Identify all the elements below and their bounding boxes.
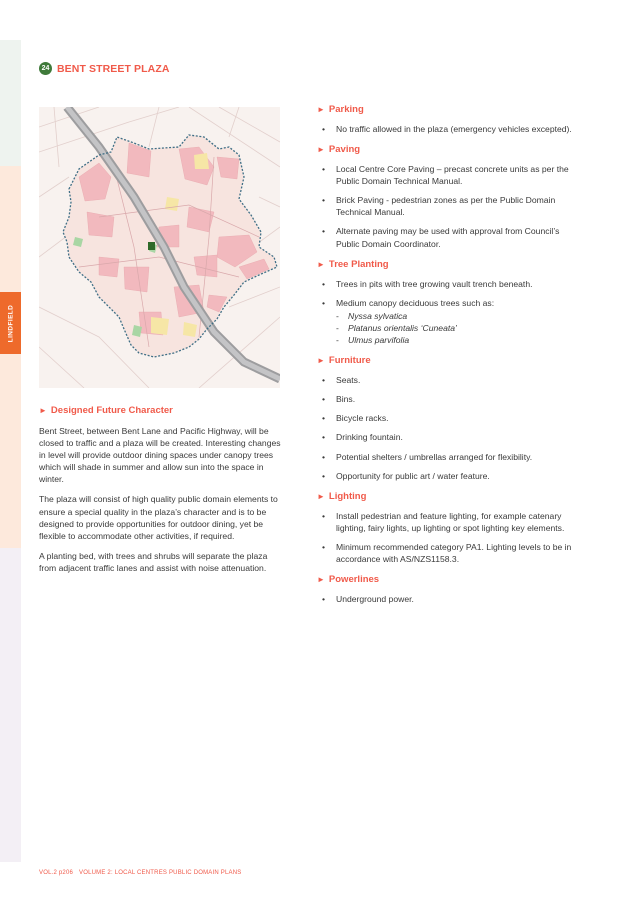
paving-section [317, 144, 583, 250]
list-item: • Install pedestrian and feature lighting, for example catenary lighting, fairy lights, up lighting or spot lighting key elements. [317, 510, 583, 534]
page-title: BENT STREET PLAZA [57, 62, 170, 75]
list-item: • Potential shelters / umbrellas arranged for flexibility. [317, 451, 583, 463]
list-item: • Seats. [317, 374, 583, 386]
list-item: • Bins. [317, 393, 583, 405]
site-plan-map-graphic [39, 107, 280, 388]
list-item: • Trees in pits with tree growing vault trench beneath. [317, 278, 583, 290]
margin-band-segment [0, 548, 21, 862]
section-heading: ► Tree Planting [317, 258, 389, 270]
designed-future-character-section [39, 405, 285, 582]
page-footer [39, 870, 247, 876]
triangle-right-icon: ► [317, 105, 325, 114]
list-item-text: Medium canopy deciduous trees such as: [336, 297, 495, 308]
section-heading: ► Lighting [317, 490, 367, 502]
margin-band-segment [0, 354, 21, 548]
furniture-section [317, 355, 583, 482]
lighting-section [317, 491, 583, 565]
list-item: • Minimum recommended category PA1. Lighting levels to be in accordance with AS/NZS1158.3. [317, 541, 583, 565]
section-tab-lindfield[interactable] [1, 292, 20, 354]
species-item: - Nyssa sylvatica [336, 310, 583, 322]
page-header [39, 62, 170, 75]
powerlines-section [317, 574, 583, 605]
parking-section [317, 104, 583, 135]
list-item: • Drinking fountain. [317, 431, 583, 443]
list-item: • Local Centre Core Paving – precast concrete units as per the Public Domain Technical Manual. [317, 163, 583, 187]
list-item: • Alternate paving may be used with approval from Council’s Public Domain Coordinator. [317, 225, 583, 249]
body-paragraph: The plaza will consist of high quality public domain elements to ensure a special quality in the plaza’s character and is to be designed to provide opportunities for outdoor dining, yet be flexible to accommodate other activities, if required. [39, 494, 278, 541]
triangle-right-icon: ► [317, 259, 325, 269]
body-paragraph: A planting bed, with trees and shrubs will separate the plaza from adjacent traffic lanes and assist with noise attenuation. [39, 550, 268, 573]
list-item [317, 297, 583, 346]
margin-band-segment [0, 40, 21, 166]
list-item: • Bicycle racks. [317, 412, 583, 424]
list-item: • Opportunity for public art / water feature. [317, 470, 583, 482]
tree-planting-section [317, 259, 583, 346]
list-item: • Underground power. [317, 593, 583, 605]
section-heading: ► Powerlines [317, 574, 380, 586]
site-plan-map [39, 107, 280, 388]
body-paragraph: Bent Street, between Bent Lane and Pacific Highway, will be closed to traffic and a plaza will be created. Interesting changes in level will provide outdoor dining spaces under canopy trees which will shade in summer and allow sun into the space in winter. [39, 426, 281, 485]
section-heading: ► Paving [317, 144, 361, 156]
triangle-right-icon: ► [39, 406, 47, 415]
species-item: - Platanus orientalis ‘Cuneata’ [336, 322, 583, 334]
requirements-column [317, 104, 583, 614]
species-item: - Ulmus parvifolia [336, 334, 583, 346]
section-heading: ► Furniture [317, 355, 371, 367]
triangle-right-icon: ► [317, 145, 325, 155]
triangle-right-icon: ► [317, 575, 325, 585]
item-number-badge: 24 [39, 62, 52, 75]
section-heading: ► Parking [317, 104, 364, 115]
section-tab-label: LINDFIELD [7, 304, 15, 342]
list-item: • Brick Paving - pedestrian zones as per the Public Domain Technical Manual. [317, 194, 583, 218]
list-item: • No traffic allowed in the plaza (emergency vehicles excepted). [317, 123, 583, 135]
triangle-right-icon: ► [317, 356, 325, 366]
margin-band-segment [0, 166, 21, 292]
volume-title: VOLUME 2: LOCAL CENTRES PUBLIC DOMAIN PLANS [79, 870, 242, 876]
section-heading: ► Designed Future Character [39, 405, 173, 416]
page-number: VOL.2 p206 [39, 870, 74, 876]
triangle-right-icon: ► [317, 491, 325, 501]
